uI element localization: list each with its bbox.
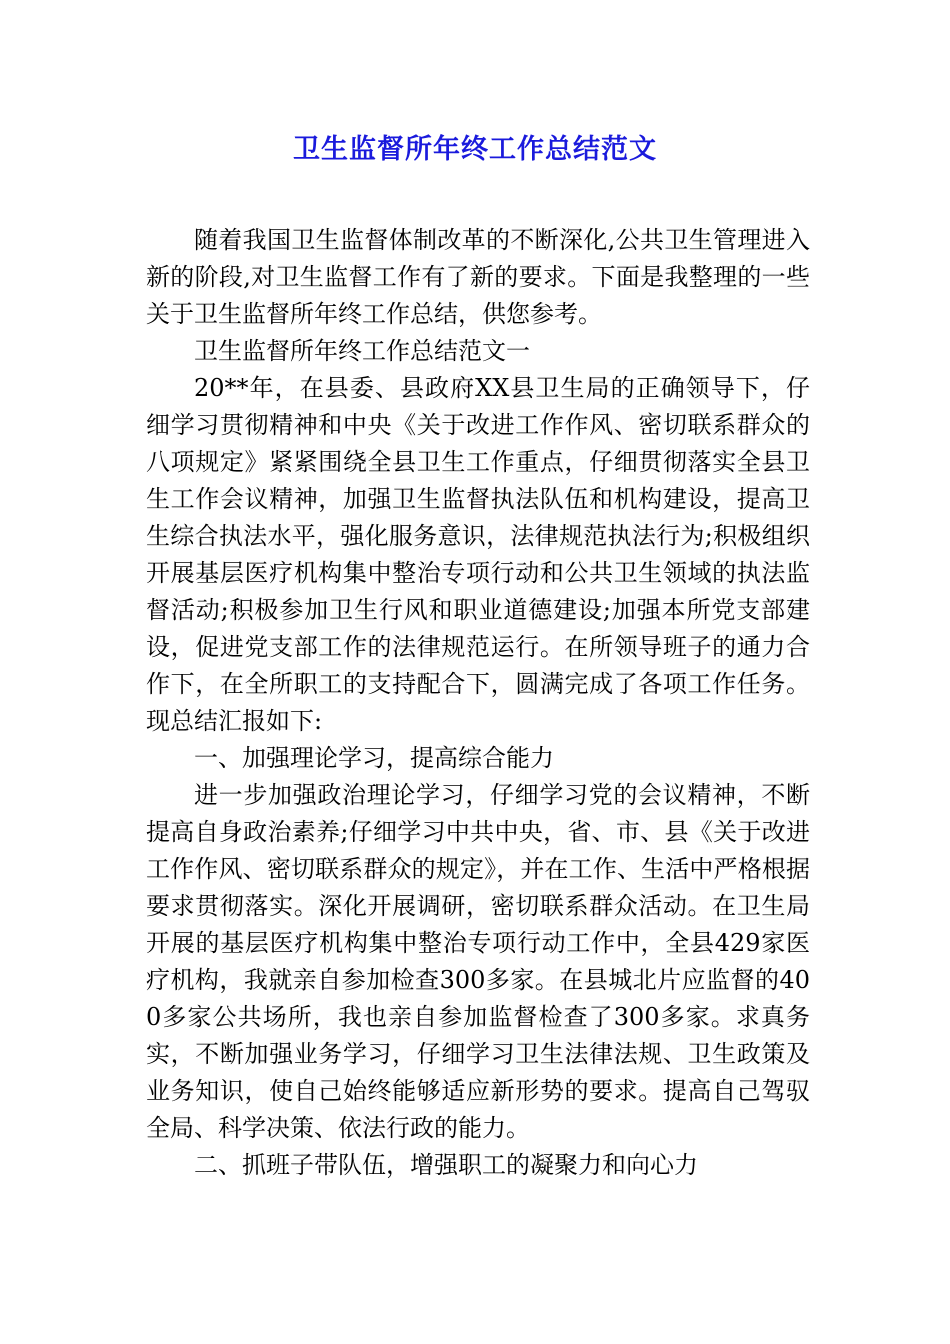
document-body bbox=[146, 222, 810, 1184]
section-heading-one: 一、加强理论学习，提高综合能力 bbox=[194, 744, 554, 772]
intro-paragraph: 随着我国卫生监督体制改革的不断深化,公共卫生管理进入新的阶段,对卫生监督工作有了新的要求。下面是我整理的一些关于卫生监督所年终工作总结，供您参考。 bbox=[146, 226, 810, 328]
body-paragraph: 20**年，在县委、县政府XX县卫生局的正确领导下，仔细学习贯彻精神和中央《关于改进工作作风、密切联系群众的八项规定》紧紧围绕全县卫生工作重点，仔细贯彻落实全县卫生工作会议精神，加强卫生监督执法队伍和机构建设，提高卫生综合执法水平，强化服务意识，法律规范执法行为;积极组织开展基层医疗机构集中整治专项行动和公共卫生领域的执法监督活动;积极参加卫生行风和职业道德建设;加强本所党支部建设，促进党支部工作的法律规范运行。在所领导班子的通力合作下，在全所职工的支持配合下，圆满完成了各项工作任务。现总结汇报如下: bbox=[146, 374, 810, 735]
section-heading-two: 二、抓班子带队伍，增强职工的凝聚力和向心力 bbox=[194, 1151, 698, 1179]
section-heading-sample-one: 卫生监督所年终工作总结范文一 bbox=[194, 337, 530, 365]
document-title: 卫生监督所年终工作总结范文 bbox=[293, 134, 657, 165]
body-paragraph: 进一步加强政治理论学习，仔细学习党的会议精神，不断提高自身政治素养;仔细学习中共中央，省、市、县《关于改进工作作风、密切联系群众的规定》，并在工作、生活中严格根据要求贯彻落实。深化开展调研，密切联系群众活动。在卫生局开展的基层医疗机构集中整治专项行动工作中，全县429家医疗机构，我就亲自参加检查300多家。在县城北片应监督的400多家公共场所，我也亲自参加监督检查了300多家。求真务实，不断加强业务学习，仔细学习卫生法律法规、卫生政策及业务知识，使自己始终能够适应新形势的要求。提高自己驾驭全局、科学决策、依法行政的能力。 bbox=[146, 781, 810, 1142]
